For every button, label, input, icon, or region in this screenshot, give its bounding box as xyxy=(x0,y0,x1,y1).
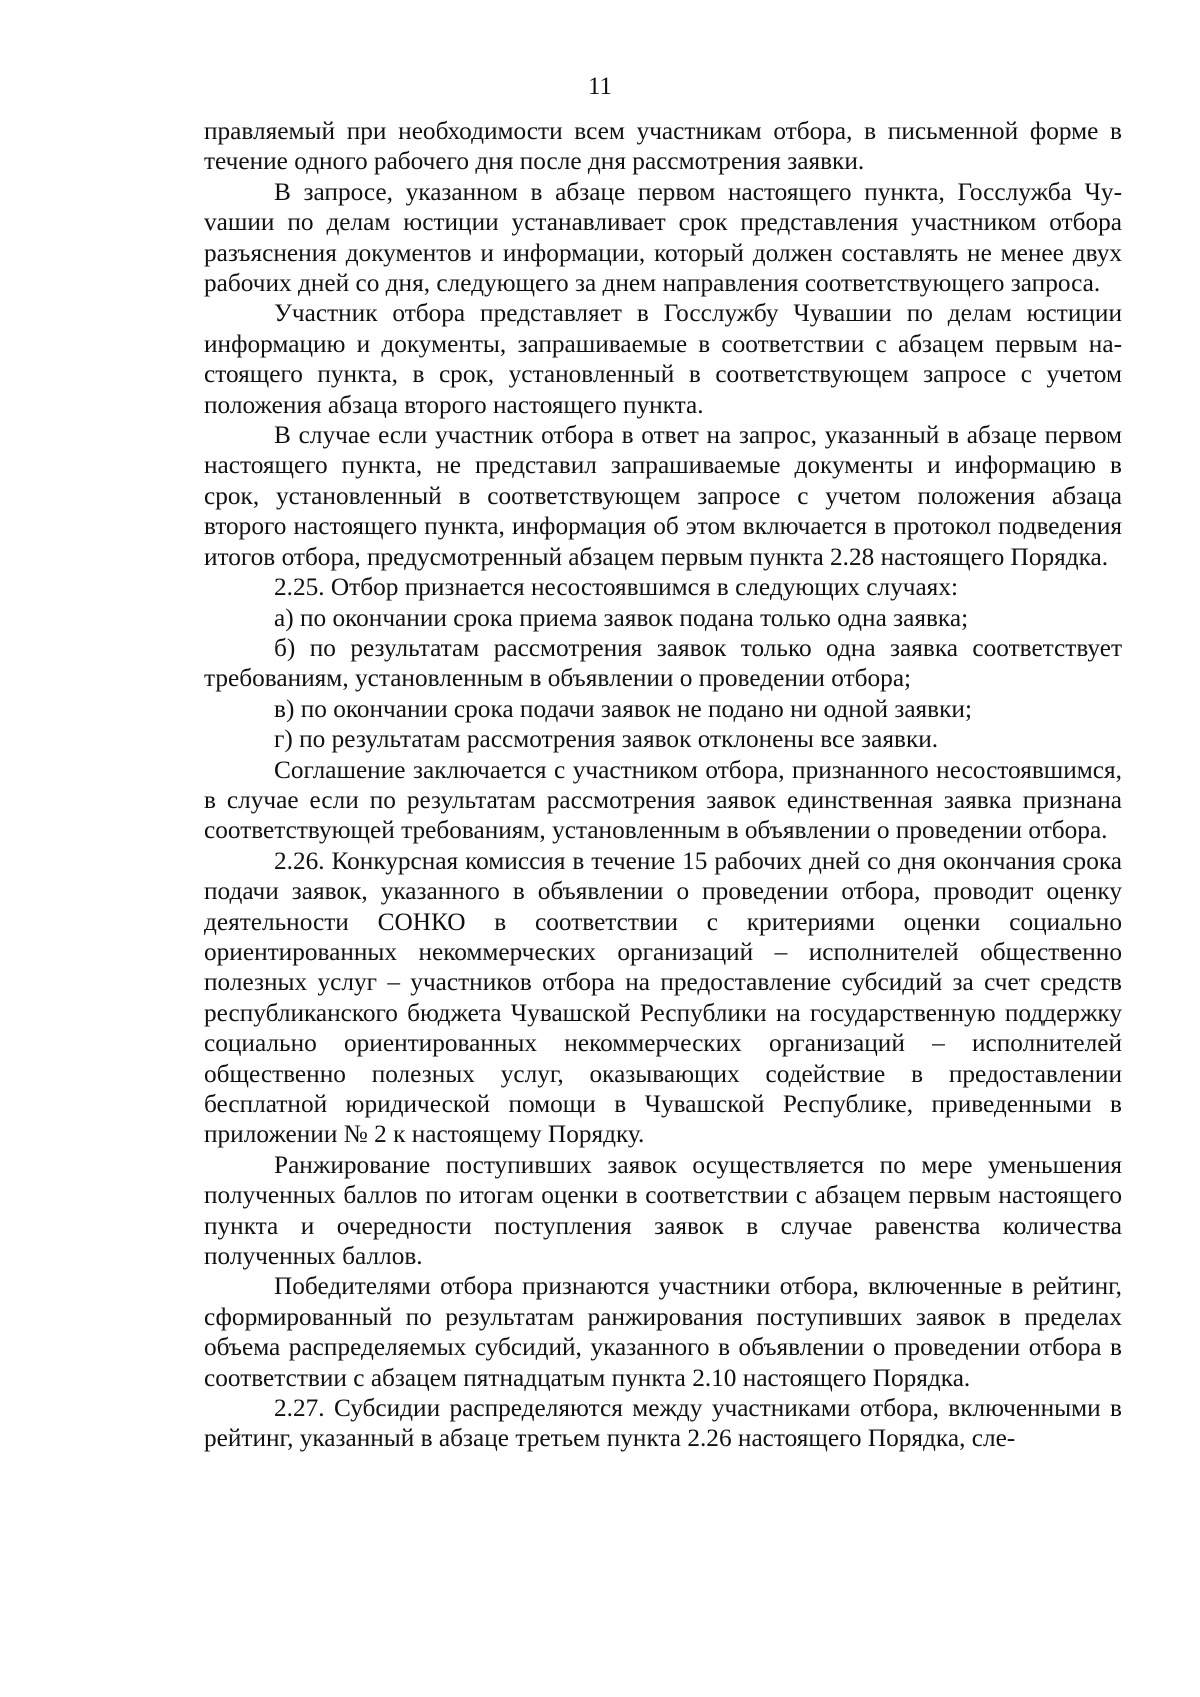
paragraph-ranking: Ранжирование поступивших заявок осуществляется по мере уменьшения полученных баллов по итогам оценки в соответствии с абзацем первым настоящего пункта и очередности поступления заявок в случае равенства количества полученных баллов. xyxy=(204,1150,1122,1271)
paragraph-2-26: 2.26. Конкурсная комиссия в течение 15 рабочих дней со дня окончания срока подачи заявок, указанного в объявлении о проведении отбора, проводит оценку деятельности СОНКО в соответствии с критериями оценки социально ориентированных некоммерческих организаций – исполнителей общественно полезных услуг – участников отбора на предоставление субсидий за счет средств республиканского бюджета Чувашской Республики на государственную поддержку социально ориентированных некоммерческих организаций – исполнителей общественно полезных услуг, оказывающих содействие в предоставлении бесплатной юридической помощи в Чувашской Республике, приведенными в приложении № 2 к настоящему Порядку. xyxy=(204,846,1122,1149)
paragraph-2-25-heading: 2.25. Отбор признается несостоявшимся в следующих случаях: xyxy=(274,573,958,602)
paragraph-agreement: Соглашение заключается с участником отбора, признанного несостоявшимся, в случае если по результатам рассмотрения заявок единственная заявка признана соответствующей требованиям, установленным в объявлении о проведении отбора. xyxy=(204,755,1122,845)
paragraph-failure-to-submit: В случае если участник отбора в ответ на запрос, указанный в абзаце первом настоящего пункта, не представил запрашиваемые документы и информацию в срок, установленный в соответствующем запросе с учетом положения абзаца второго настоящего пункта, информация об этом включается в протокол подведения итогов отбора, предусмотренный абзацем первым пункта 2.28 настоящего Порядка. xyxy=(204,421,1122,571)
paragraph-participant-submits: Участник отбора представляет в Госслужбу Чувашии по делам юстиции информацию и документы, запрашиваемые в соответствии с абзацем первым настоящего пункта, в срок, установленный в соответствующем запросе с учетом положения абзаца второго настоящего пункта. xyxy=(204,299,1122,419)
paragraph-2-25-item-a: а) по окончании срока приема заявок подана только одна заявка; xyxy=(274,603,969,632)
paragraph-continuation: правляемый при необходимости всем участникам отбора, в письменной форме в течение одного рабочего дня после дня рассмотрения заявки. xyxy=(204,117,1122,176)
paragraph-2-27: 2.27. Субсидии распределяются между участниками отбора, включенными в рейтинг, указанный в абзаце третьем пункта 2.26 настоящего Порядка, сле- xyxy=(204,1394,1122,1453)
paragraph-winners: Победителями отбора признаются участники отбора, включенные в рейтинг, сформированный по результатам ранжирования поступивших заявок в пределах объема распределяемых субсидий, указанного в объявлении о проведении отбора в соответствии с абзацем пятнадцатым пункта 2.10 настоящего Порядка. xyxy=(204,1272,1122,1392)
paragraph-2-25-item-v: в) по окончании срока подачи заявок не подано ни одной заявки; xyxy=(274,694,972,723)
paragraph-2-25-item-b: б) по результатам рассмотрения заявок только одна заявка соответствует требованиям, установленным в объявлении о проведении отбора; xyxy=(204,633,1122,693)
paragraph-request-deadline: В запросе, указанном в абзаце первом настоящего пункта, Госслужба Чуvашии по делам юстиции устанавливает срок представления участником отбора разъяснения документов и информации, который должен составлять не менее двух рабочих дней со дня, следующего за днем направления соответствующего запроса. xyxy=(204,177,1122,298)
page-number: 11 xyxy=(587,73,613,100)
document-body xyxy=(204,116,1122,1454)
paragraph-2-25-item-g: г) по результатам рассмотрения заявок отклонены все заявки. xyxy=(274,725,939,754)
